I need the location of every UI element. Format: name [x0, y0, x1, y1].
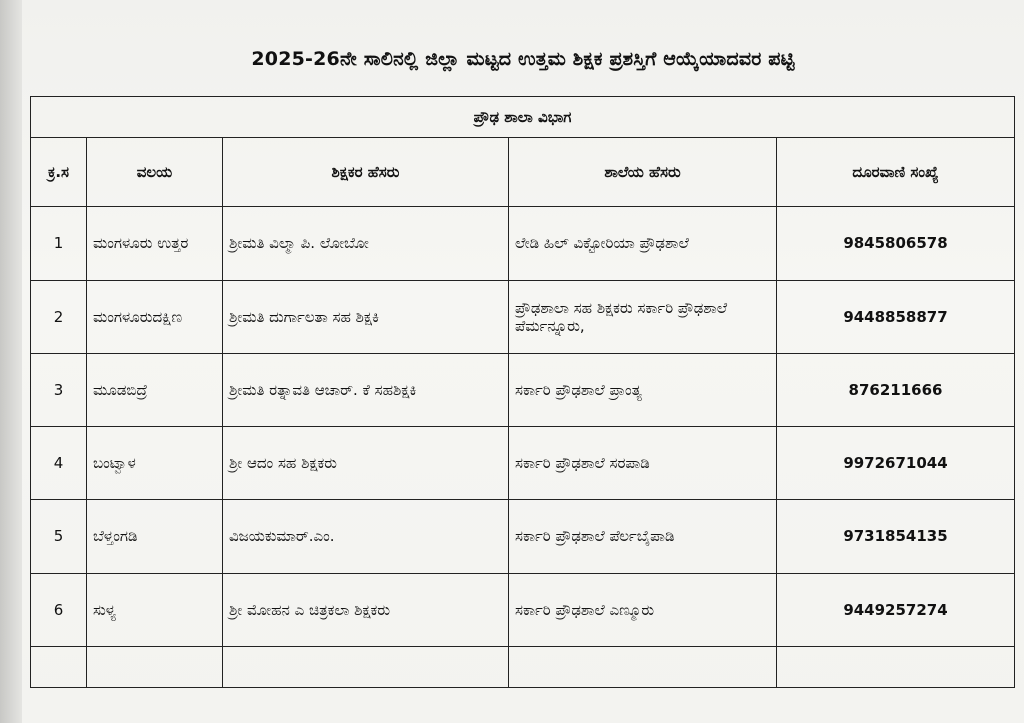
cell-zone: ಮೂಡಬಿದ್ರೆ	[87, 353, 223, 426]
cell-school: ಸರ್ಕಾರಿ ಪ್ರೌಢಶಾಲೆ ಪೆರ್ಲಬೈಪಾಡಿ	[509, 500, 777, 573]
cell-teacher: ಶ್ರೀಮತಿ ರತ್ನಾವತಿ ಆಚಾರ್. ಕೆ ಸಹಶಿಕ್ಷಕಿ	[223, 353, 509, 426]
cell-serial: 1	[31, 207, 87, 280]
empty-cell	[87, 646, 223, 687]
table-row	[31, 280, 1015, 353]
cell-zone: ಸುಳ್ಯ	[87, 573, 223, 646]
cell-teacher: ಶ್ರೀ ಆದಂ ಸಹ ಶಿಕ್ಷಕರು	[223, 427, 509, 500]
table-row	[31, 207, 1015, 280]
cell-phone: 9449257274	[777, 573, 1015, 646]
awardees-table	[30, 96, 1015, 688]
cell-teacher: ವಿಜಯಕುಮಾರ್.ಎಂ.	[223, 500, 509, 573]
table-row	[31, 353, 1015, 426]
cell-school: ಸರ್ಕಾರಿ ಪ್ರೌಢಶಾಲೆ ಎಣ್ಮೂರು	[509, 573, 777, 646]
cell-serial: 3	[31, 353, 87, 426]
cell-phone: 9731854135	[777, 500, 1015, 573]
cell-zone: ಬೆಳ್ತಂಗಡಿ	[87, 500, 223, 573]
cell-serial: 6	[31, 573, 87, 646]
cell-school: ಪ್ರೌಢಶಾಲಾ ಸಹ ಶಿಕ್ಷಕರು ಸರ್ಕಾರಿ ಪ್ರೌಢಶಾಲೆ ಪೆರ್ಮನ್ನೂರು,	[509, 280, 777, 353]
header-phone: ದೂರವಾಣಿ ಸಂಖ್ಯೆ	[777, 138, 1015, 207]
cell-phone: 9845806578	[777, 207, 1015, 280]
table-row	[31, 573, 1015, 646]
section-title: ಪ್ರೌಢ ಶಾಲಾ ವಿಭಾಗ	[31, 97, 1015, 138]
cell-serial: 2	[31, 280, 87, 353]
cell-school: ಸರ್ಕಾರಿ ಪ್ರೌಢಶಾಲೆ ಸರಪಾಡಿ	[509, 427, 777, 500]
table-row	[31, 500, 1015, 573]
cell-serial: 4	[31, 427, 87, 500]
cell-zone: ಬಂಟ್ವಾಳ	[87, 427, 223, 500]
cell-teacher: ಶ್ರೀಮತಿ ದುರ್ಗಾಲತಾ ಸಹ ಶಿಕ್ಷಕಿ	[223, 280, 509, 353]
cell-phone: 876211666	[777, 353, 1015, 426]
cell-teacher: ಶ್ರೀ ಮೋಹನ ಎ ಚಿತ್ರಕಲಾ ಶಿಕ್ಷಕರು	[223, 573, 509, 646]
section-header-row	[31, 97, 1015, 138]
cell-school: ಲೇಡಿ ಹಿಲ್ ವಿಕ್ಟೋರಿಯಾ ಪ್ರೌಢಶಾಲೆ	[509, 207, 777, 280]
cell-zone: ಮಂಗಳೂರುದಕ್ಷಿಣ	[87, 280, 223, 353]
empty-table-row	[31, 646, 1015, 687]
cell-zone: ಮಂಗಳೂರು ಉತ್ತರ	[87, 207, 223, 280]
cell-phone: 9448858877	[777, 280, 1015, 353]
empty-cell	[777, 646, 1015, 687]
empty-cell	[31, 646, 87, 687]
table-row	[31, 427, 1015, 500]
cell-school: ಸರ್ಕಾರಿ ಪ್ರೌಢಶಾಲೆ ಪ್ರಾಂತ್ಯ	[509, 353, 777, 426]
cell-teacher: ಶ್ರೀಮತಿ ವಿಲ್ಮಾ ಪಿ. ಲೋಬೋ	[223, 207, 509, 280]
document-page	[22, 0, 1024, 723]
header-teacher: ಶಿಕ್ಷಕರ ಹೆಸರು	[223, 138, 509, 207]
header-school: ಶಾಲೆಯ ಹೆಸರು	[509, 138, 777, 207]
cell-serial: 5	[31, 500, 87, 573]
empty-cell	[509, 646, 777, 687]
header-serial: ಕ್ರ.ಸ	[31, 138, 87, 207]
column-header-row	[31, 138, 1015, 207]
cell-phone: 9972671044	[777, 427, 1015, 500]
empty-cell	[223, 646, 509, 687]
header-zone: ವಲಯ	[87, 138, 223, 207]
document-title: 2025-26ನೇ ಸಾಲಿನಲ್ಲಿ ಜಿಲ್ಲಾ ಮಟ್ಟದ ಉತ್ತಮ ಶಿಕ್ಷಕ ಪ್ರಶಸ್ತಿಗೆ ಆಯ್ಕೆಯಾದವರ ಪಟ್ಟಿ	[251, 48, 795, 70]
